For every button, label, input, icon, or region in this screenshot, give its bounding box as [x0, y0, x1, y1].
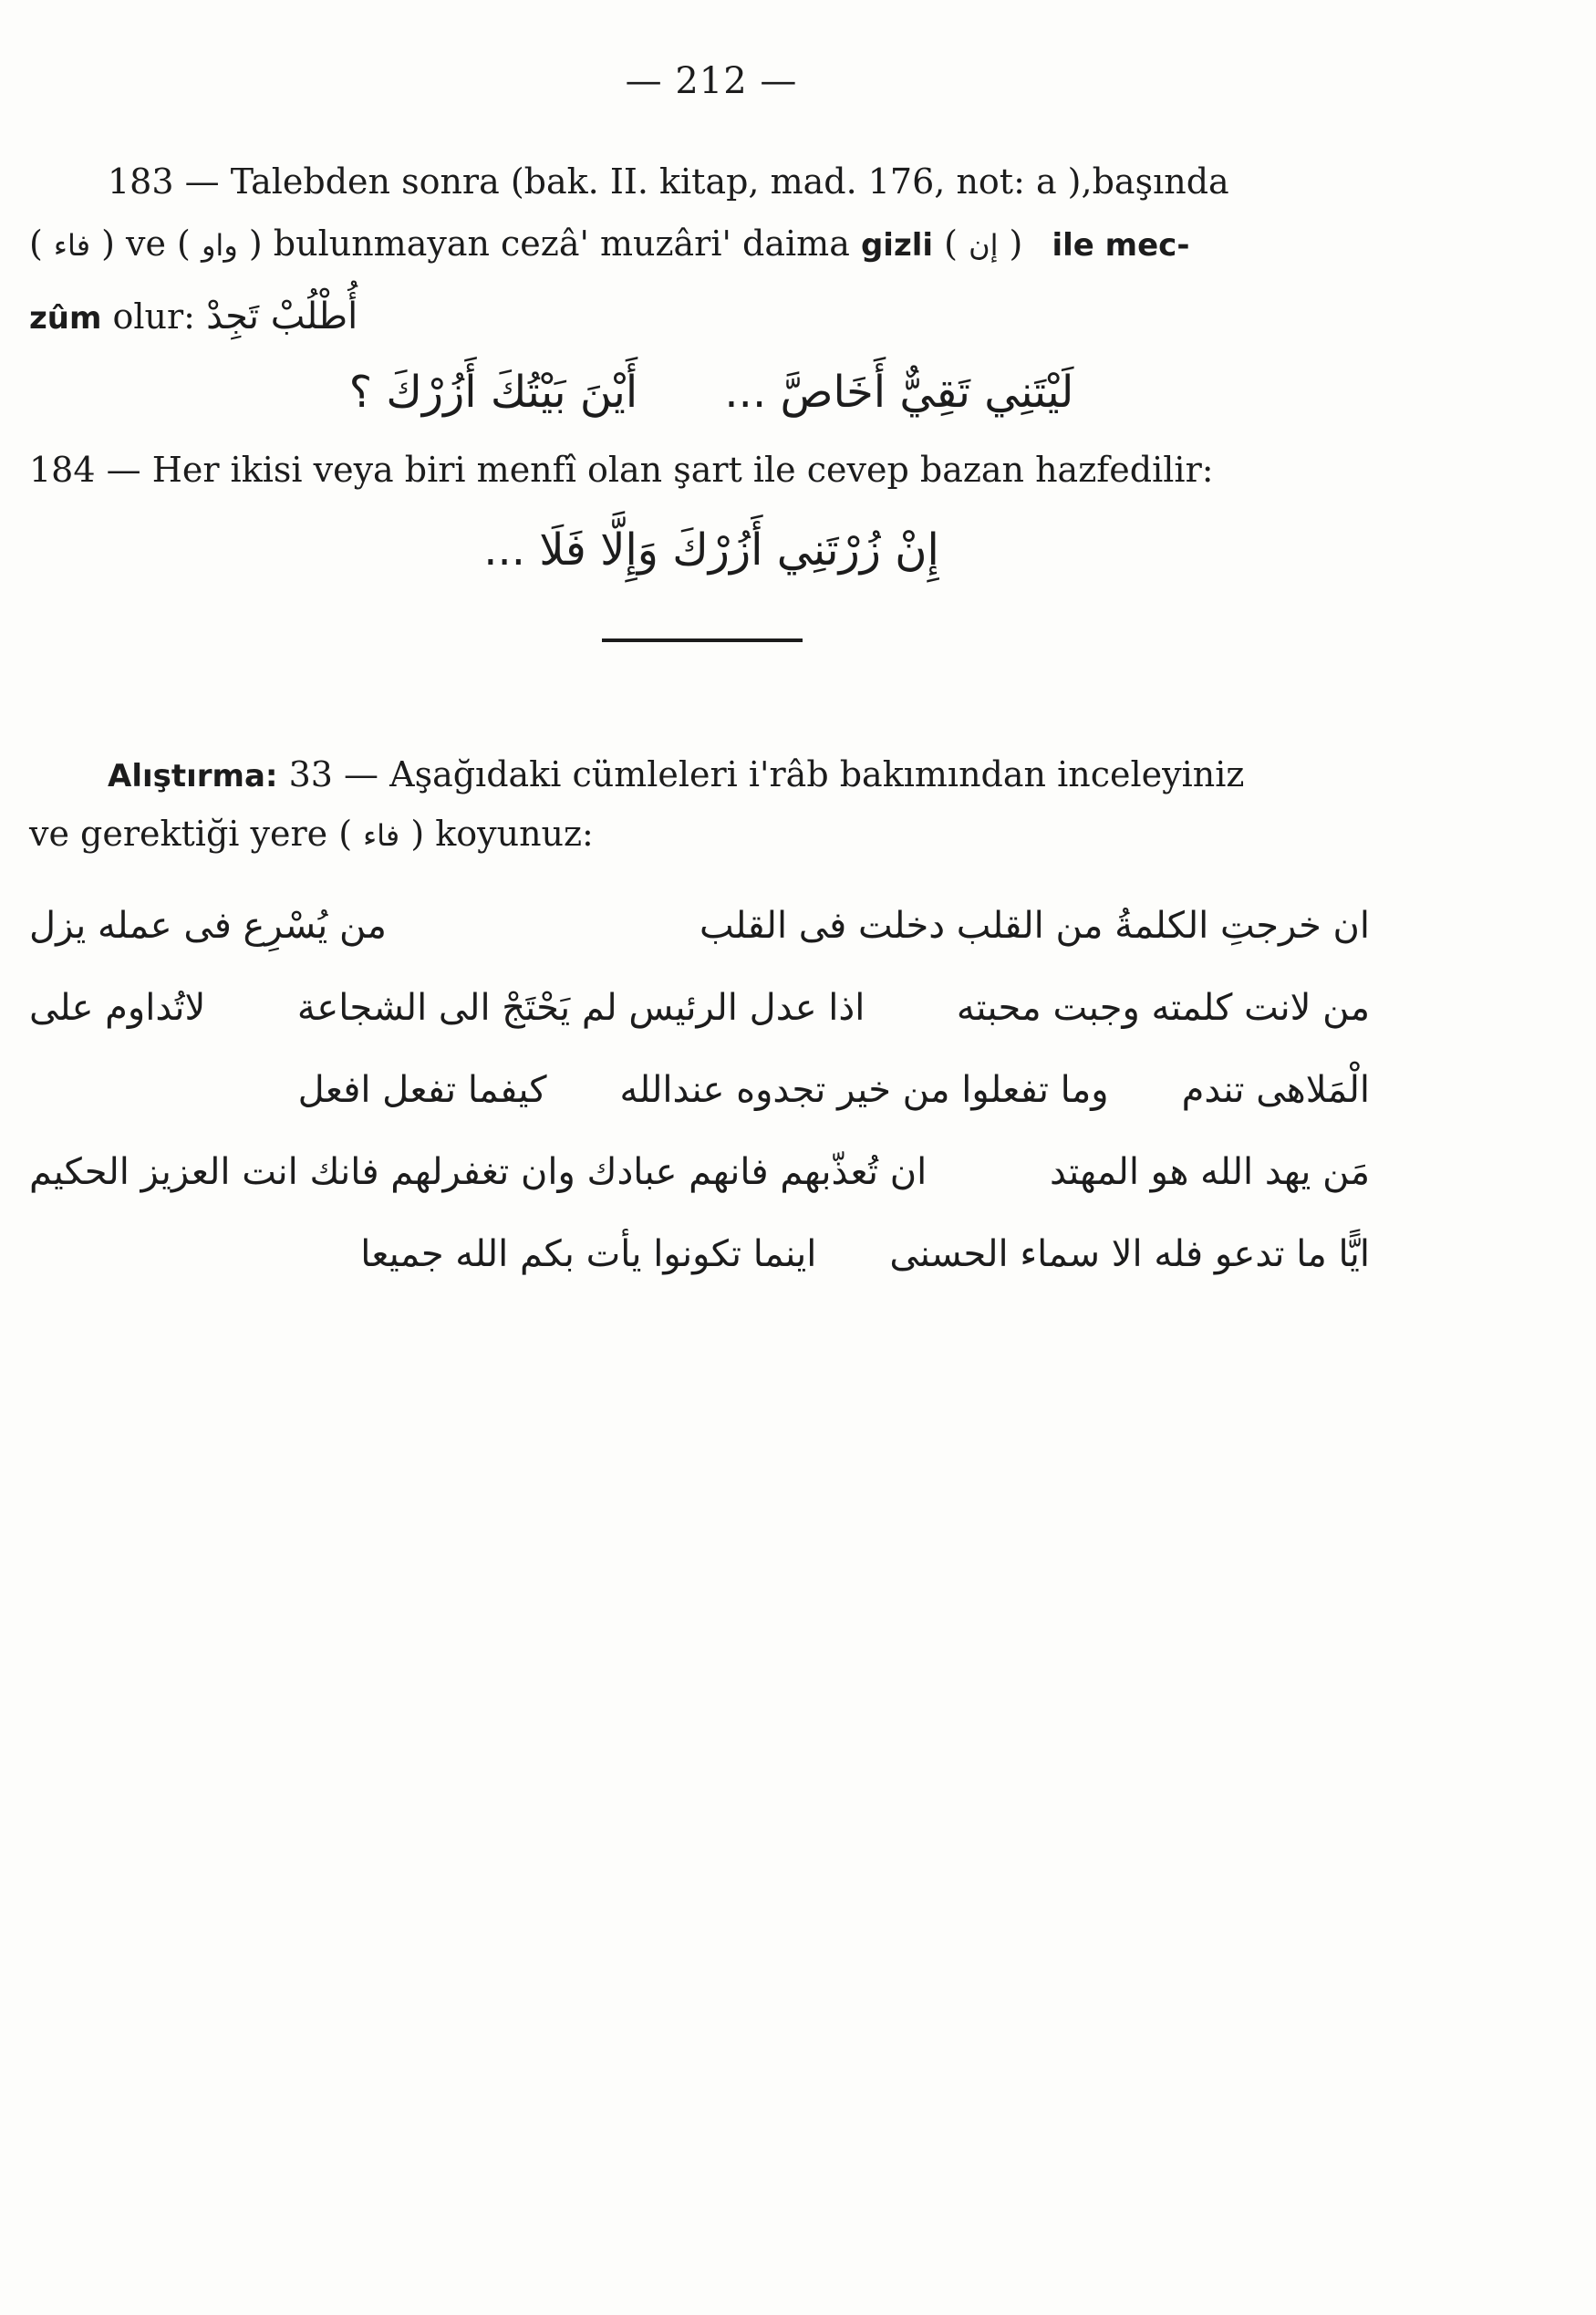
section-divider	[602, 638, 803, 642]
fa-arabic-exercise: فاء	[363, 818, 400, 853]
example-inline-arabic: أُطْلُبْ تَجِدْ	[206, 296, 358, 337]
para-183-line-3: zûm olur: أُطْلُبْ تَجِدْ	[29, 296, 358, 337]
exercise-heading-line-2: ve gerektiği yere ( فاء ) koyunuz:	[29, 814, 594, 854]
exercise-row-4: مَن يهد الله هو المهتد ان تُعذّبهم فانهم عبادك وان تغفرلهم فانك انت العزيز الحكيم	[29, 1151, 1370, 1193]
waw-arabic: واو	[201, 228, 238, 263]
exercise-row-1: ان خرجتِ الكلمةُ من القلب دخلت فى القلب من يُسْرِع فى عمله يزل	[29, 905, 1370, 947]
para-183-line-2: ( فاء ) ve ( واو ) bulunmayan cezâ' muzâri' daima gizli ( إن ) ile mec-	[29, 223, 1190, 264]
para-183-line-1: 183 — Talebden sonra (bak. II. kitap, mad. 176, not: a ),başında	[108, 161, 1229, 202]
exercise-row-2: من لانت كلمته وجبت محبته اذا عدل الرئيس لم يَحْتَجْ الى الشجاعة لاتُداوم على	[29, 987, 1370, 1029]
exercise-row-3: الْمَلاهى تندم وما تفعلوا من خير تجدوه عندالله كيفما تفعل افعل	[297, 1069, 1370, 1111]
in-arabic: إن	[969, 228, 999, 263]
page-number: — 212 —	[625, 60, 798, 102]
example-183-arabic: أَيْنَ بَيْتُكَ أَزُرْكَ ؟ لَيْتَنِي تَقِيٌّ أَخَاصَّ ...	[348, 367, 1074, 418]
example-184-arabic: إِنْ زُرْتَنِي أَزُرْكَ وَإِلَّا فَلَا ...	[483, 524, 939, 576]
para-184-line-1: 184 — Her ikisi veya biri menfî olan şart ile cevep bazan hazfedilir:	[29, 450, 1214, 490]
ile-mec-bold: ile mec-	[1052, 227, 1190, 264]
exercise-row-5: ايًّا ما تدعو فله الا سماء الحسنى اينما تكونوا يأت بكم الله جميعا	[360, 1233, 1370, 1275]
exercise-label: Alıştırma:	[108, 758, 278, 794]
exercise-heading-line-1: Alıştırma: 33 — Aşağıdaki cümleleri i'râb bakımından inceleyiniz	[29, 748, 1379, 803]
fa-arabic: فاء	[53, 228, 91, 263]
gizli-bold: gizli	[860, 227, 934, 264]
